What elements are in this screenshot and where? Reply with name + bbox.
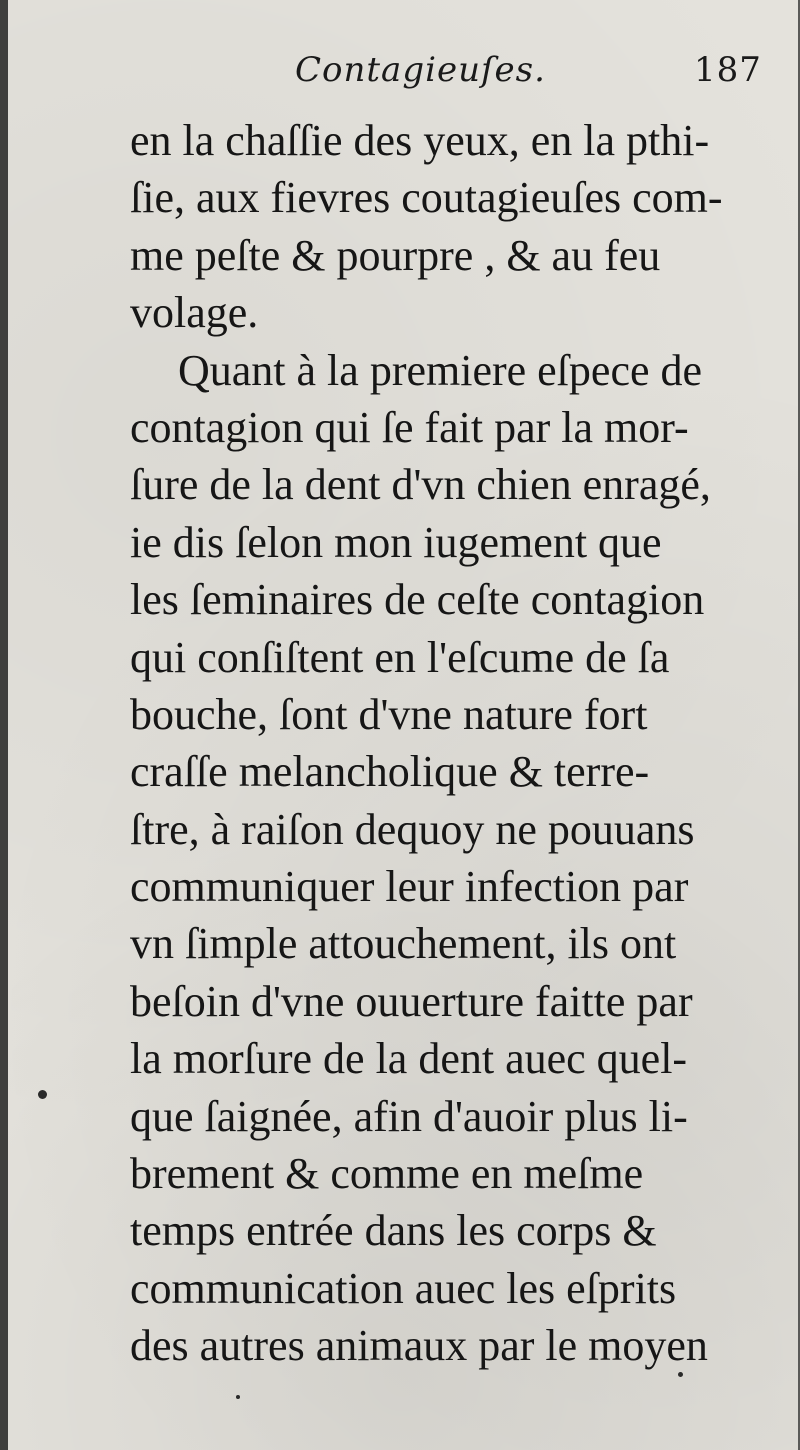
body-text (130, 112, 760, 1375)
binding-gutter (0, 0, 8, 1450)
page-number: 187 (694, 50, 762, 90)
text-line: ſtre, à raiſon dequoy ne pouuans (130, 804, 695, 854)
text-line: communiquer leur infection par (130, 862, 689, 912)
book-page (8, 0, 798, 1450)
text-line: volage. (130, 288, 259, 338)
text-line: les ſeminaires de ceſte contagion (130, 575, 705, 625)
text-line: ſie, aux fievres coutagieuſes com- (130, 173, 723, 223)
text-line: qui conſiſtent en l'eſcume de ſa (130, 632, 670, 682)
ink-spot (38, 1090, 47, 1099)
text-line: contagion qui ſe fait par la mor- (130, 402, 689, 452)
text-line: bouche, ſont d'vne nature fort (130, 689, 648, 739)
text-line: que ſaignée, afin d'auoir plus li- (130, 1091, 688, 1141)
text-line: ie dis ſelon mon iugement que (130, 517, 662, 567)
text-line: vn ſimple attouchement, ils ont (130, 919, 677, 969)
text-line: des autres animaux par le moyen (130, 1321, 708, 1371)
text-line: en la chaſſie des yeux, en la pthi- (130, 116, 710, 165)
ink-spot (678, 1372, 683, 1377)
running-title: Contagieuſes. (295, 50, 546, 90)
text-line: temps entrée dans les corps & (130, 1206, 657, 1256)
paragraph-start-line: Quant à la premiere eſpece de (178, 345, 703, 395)
text-line: craſſe melancholique & terre- (130, 747, 650, 797)
text-line: me peſte & pourpre , & au feu (130, 230, 661, 280)
ink-spot (236, 1395, 240, 1399)
text-line: beſoin d'vne ouuerture faitte par (130, 976, 693, 1026)
text-line: communication auec les eſprits (130, 1263, 677, 1313)
text-line: ſure de la dent d'vn chien enragé, (130, 460, 711, 510)
text-line: la morſure de la dent auec quel- (130, 1034, 688, 1084)
text-line: brement & comme en meſme (130, 1149, 644, 1199)
